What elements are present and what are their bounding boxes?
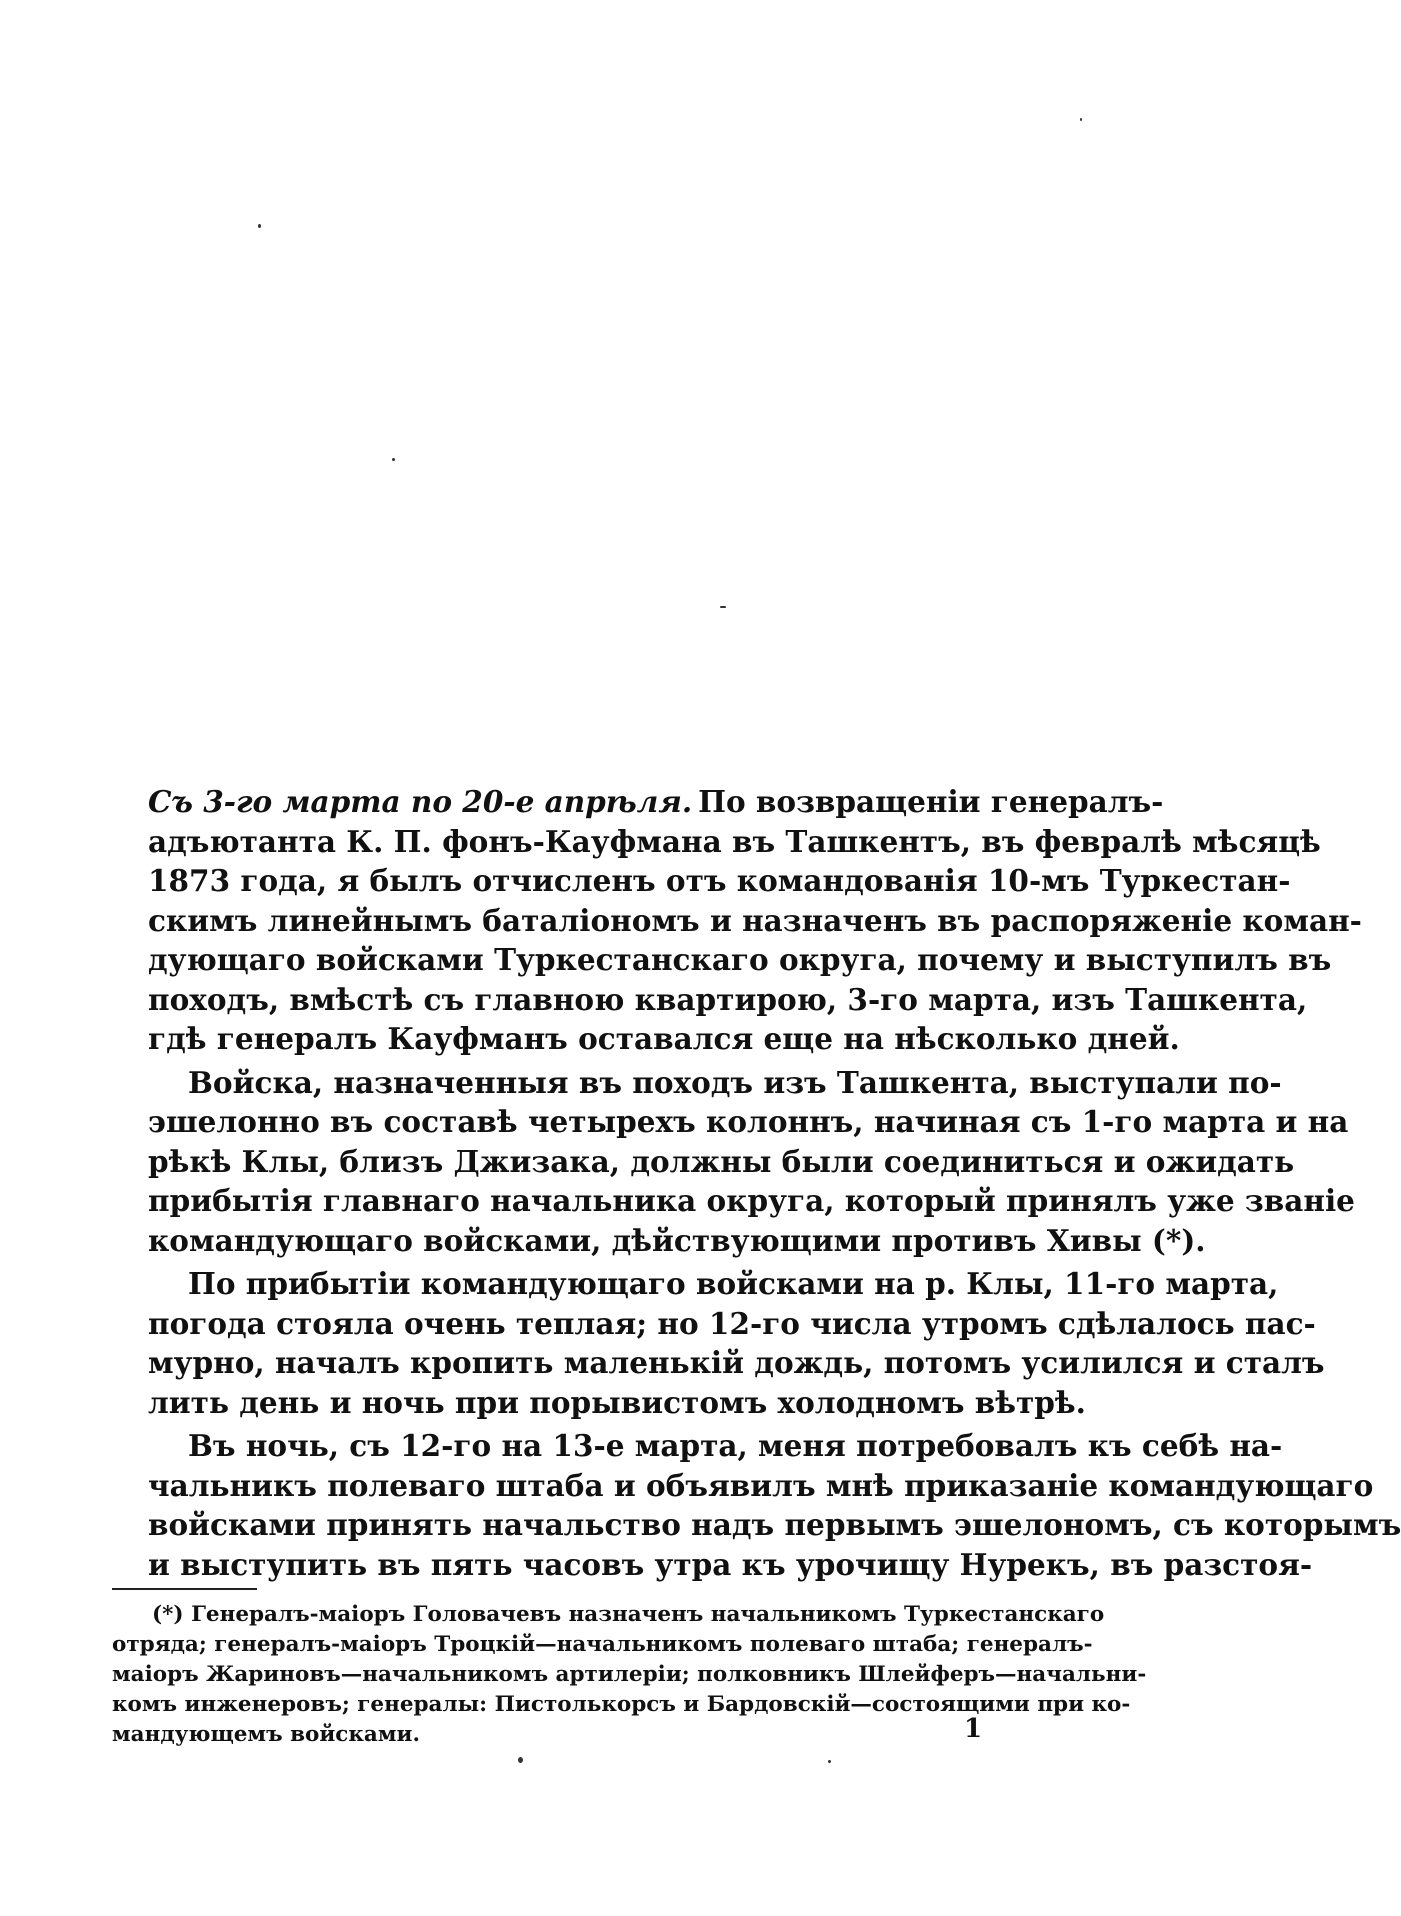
text-line: лить день и ночь при порывистомъ холодномъ вѣтрѣ.	[148, 1384, 1086, 1420]
text-line: и выступить въ пять часовъ утра къ урочищу Нурекъ, въ разстоя-	[148, 1546, 1313, 1582]
text-line: Въ ночь, съ 12-го на 13-е марта, меня потребовалъ къ себѣ на-	[188, 1428, 1283, 1463]
ink-speck	[258, 224, 261, 228]
text-line: адъютанта К. П. фонъ-Кауфмана въ Ташкентъ, въ февралѣ мѣсяцѣ	[148, 823, 1321, 859]
footnote	[112, 1600, 1147, 1750]
text-line: прибытія главнаго начальника округа, который принялъ уже званіе	[148, 1183, 1355, 1218]
text-line: войсками принять начальство надъ первымъ эшелономъ, съ которымъ	[148, 1507, 1401, 1542]
text-line: Войска, назначенныя въ походъ изъ Ташкента, выступали по-	[188, 1064, 1282, 1100]
ink-speck	[392, 458, 395, 461]
footnote-divider	[112, 1588, 257, 1590]
text-line: походъ, вмѣстѣ съ главною квартирою, 3-го марта, изъ Ташкента,	[148, 981, 1308, 1017]
text-line: эшелонно въ составѣ четырехъ колоннъ, начиная съ 1-го марта и на	[148, 1104, 1349, 1139]
footnote-line: комъ инженеровъ; генералы: Пистолькорсъ и Бардовскій—состоящими при ко-	[112, 1692, 1131, 1717]
paragraph-2	[148, 1063, 1355, 1261]
text-line: дующаго войсками Туркестанскаго округа, почему и выступилъ въ	[148, 942, 1332, 977]
footnote-line: мандующемъ войсками.	[112, 1722, 420, 1747]
section-heading: Съ 3-го марта по 20-е апрѣля.	[148, 784, 693, 819]
text-line: чальникъ полеваго штаба и объявилъ мнѣ приказаніе командующаго	[148, 1467, 1374, 1503]
ink-speck	[828, 1760, 831, 1763]
text-line: скимъ линейнымъ баталіономъ и назначенъ въ распоряженіе коман-	[148, 902, 1362, 938]
text-line: По прибытіи командующаго войсками на р. Клы, 11-го марта,	[188, 1266, 1279, 1301]
ink-speck	[518, 1757, 523, 1763]
text-line: командующаго войсками, дѣйствующими противъ Хивы (*).	[148, 1222, 1206, 1258]
text-line: 1873 года, я былъ отчисленъ отъ командованія 10-мъ Туркестан-	[148, 863, 1291, 898]
page-number: 1	[964, 1714, 983, 1744]
main-text	[148, 782, 1401, 1584]
text-line: рѣкѣ Клы, близъ Джизака, должны были соединиться и ожидать	[148, 1143, 1295, 1179]
footnote-line: маіоръ Жариновъ—начальникомъ артилеріи; полковникъ Шлейферъ—начальни-	[112, 1662, 1147, 1687]
ink-speck	[720, 606, 726, 608]
text-line: гдѣ генералъ Кауфманъ оставался еще на нѣсколько дней.	[148, 1021, 1180, 1056]
paragraph-1	[148, 782, 1362, 1059]
footnote-line: (*) Генералъ-маіоръ Головачевъ назначенъ начальникомъ Туркестанскаго	[152, 1602, 1105, 1627]
text-line: мурно, началъ кропить маленькій дождь, потомъ усилился и сталъ	[148, 1345, 1325, 1380]
paragraph-4	[148, 1426, 1401, 1584]
footnote-line: отряда; генералъ-маіоръ Троцкій—начальникомъ полеваго штаба; генералъ-	[112, 1632, 1093, 1657]
ink-speck	[1080, 118, 1082, 121]
text-line	[148, 782, 1164, 822]
paragraph-3	[148, 1264, 1325, 1422]
text-line-content: По возвращеніи генералъ-	[698, 784, 1164, 819]
text-line: погода стояла очень теплая; но 12-го числа утромъ сдѣлалось пас-	[148, 1305, 1316, 1341]
